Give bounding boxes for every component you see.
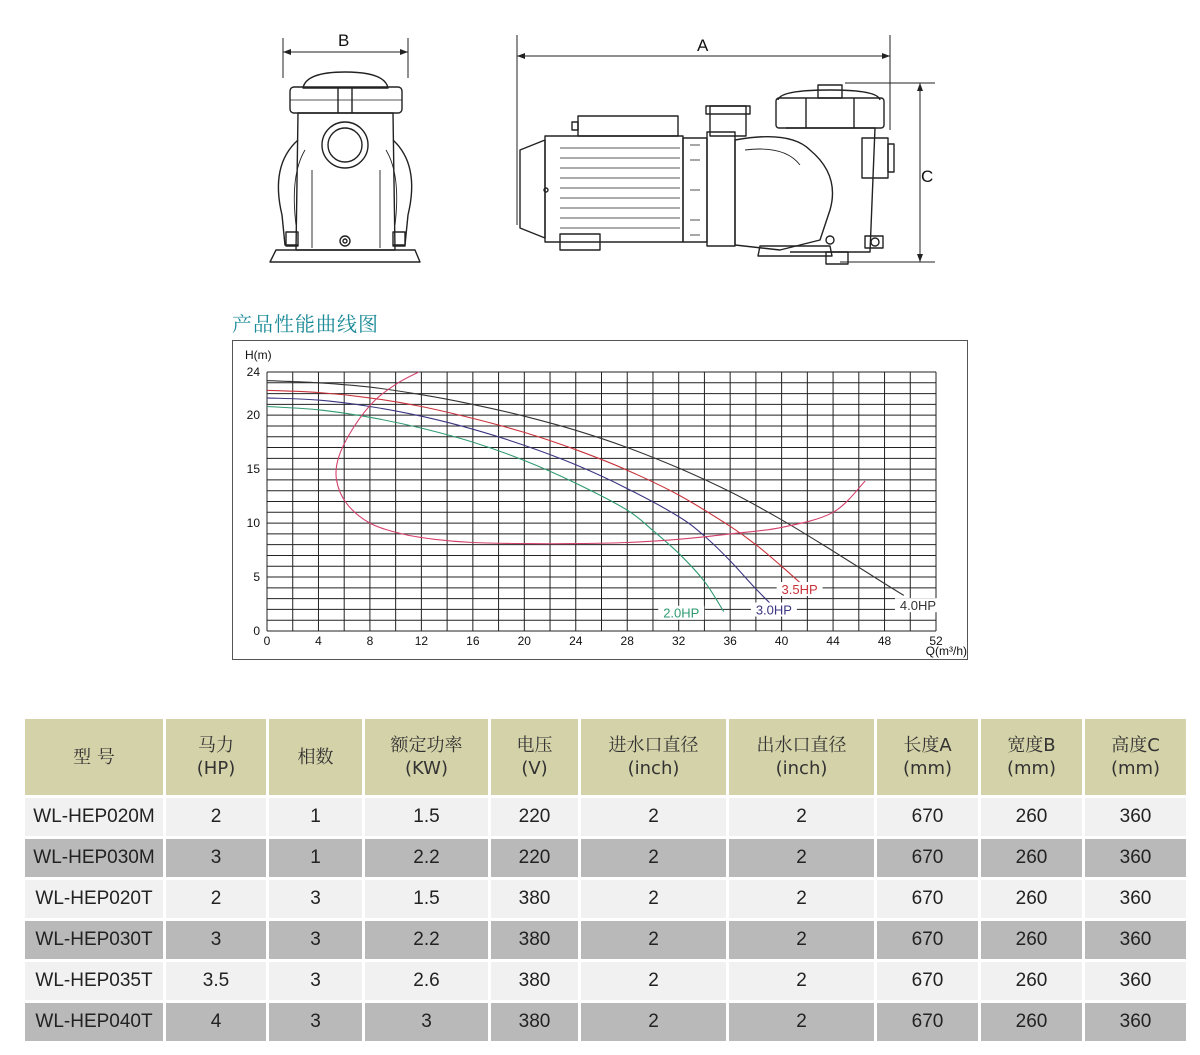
table-header-cell [166, 719, 266, 795]
table-cell: 260 [981, 962, 1082, 1000]
model-cell: WL-HEP030T [25, 921, 163, 959]
table-header-cell [269, 719, 362, 795]
table-cell: 2 [729, 921, 874, 959]
x-tick-label: 24 [569, 634, 583, 648]
header-label: 出水口直径 [756, 735, 847, 756]
x-tick-label: 0 [263, 634, 271, 648]
table-cell: 3 [166, 839, 266, 877]
header-label: 型 号 [73, 746, 115, 768]
table-header-cell [581, 719, 726, 795]
table-cell: 260 [981, 1003, 1082, 1041]
x-tick-label: 20 [517, 634, 531, 648]
table-header-cell [25, 719, 163, 795]
table-cell: 2.2 [365, 839, 488, 877]
table-cell: 670 [877, 839, 978, 877]
table-cell: 2 [581, 921, 726, 959]
table-cell: 220 [491, 798, 578, 836]
table-cell: 670 [877, 921, 978, 959]
table-cell: 1 [269, 798, 362, 836]
x-tick-label: 12 [414, 634, 429, 648]
table-cell: 2 [581, 839, 726, 877]
table-row [25, 798, 1186, 836]
y-tick-label: 24 [246, 365, 260, 379]
header-unit: (mm) [902, 758, 953, 779]
y-tick-label: 15 [246, 462, 260, 477]
table-cell: 260 [981, 880, 1082, 918]
model-cell: WL-HEP020T [25, 880, 163, 918]
header-label: 高度C [1111, 735, 1160, 756]
x-tick-label: 40 [774, 634, 789, 648]
table-cell: 1 [269, 839, 362, 877]
x-tick-label: 32 [672, 634, 686, 648]
spec-table [22, 716, 1189, 1044]
header-unit: (mm) [1110, 758, 1161, 779]
header-label: 马力 [198, 735, 234, 756]
table-cell: 3.5 [166, 962, 266, 1000]
curve-label: 4.0HP [899, 598, 937, 614]
table-header-cell [1085, 719, 1186, 795]
table-cell: 2 [729, 798, 874, 836]
header-label: 长度A [903, 735, 952, 756]
header-label: 相数 [297, 746, 334, 768]
y-tick-label: 20 [246, 408, 260, 423]
chart-title: 产品性能曲线图 [232, 312, 379, 336]
header-label: 进水口直径 [608, 735, 699, 756]
table-cell: 260 [981, 798, 1082, 836]
table-header-cell [491, 719, 578, 795]
performance-chart [232, 340, 968, 660]
table-cell: 3 [365, 1003, 488, 1041]
table-cell: 260 [981, 921, 1082, 959]
curve-label: 2.0HP [663, 605, 700, 621]
table-cell: 4 [166, 1003, 266, 1041]
table-cell: 3 [269, 1003, 362, 1041]
table-cell: 2 [729, 1003, 874, 1041]
table-cell: 2 [729, 839, 874, 877]
table-cell: 360 [1085, 839, 1186, 877]
dim-c-label: C [921, 167, 934, 186]
model-cell: WL-HEP030M [25, 839, 163, 877]
table-cell: 3 [269, 921, 362, 959]
table-cell: 3 [166, 921, 266, 959]
table-cell: 2 [729, 962, 874, 1000]
table-header-cell [877, 719, 978, 795]
table-cell: 670 [877, 798, 978, 836]
header-label: 额定功率 [390, 735, 463, 756]
table-cell: 3 [269, 962, 362, 1000]
model-cell: WL-HEP040T [25, 1003, 163, 1041]
header-label: 宽度B [1007, 735, 1056, 756]
y-tick-label: 5 [253, 570, 260, 585]
table-header-row [25, 719, 1186, 795]
table-cell: 220 [491, 839, 578, 877]
table-header-cell [981, 719, 1082, 795]
table-header-cell [729, 719, 874, 795]
y-tick-label: 0 [253, 624, 260, 638]
table-cell: 380 [491, 880, 578, 918]
table-cell: 670 [877, 880, 978, 918]
header-unit: (KW) [404, 758, 448, 779]
table-cell: 670 [877, 962, 978, 1000]
side-view-drawing [517, 35, 935, 264]
table-cell: 2 [581, 798, 726, 836]
dim-a-label: A [697, 36, 709, 55]
header-unit: (HP) [196, 758, 236, 779]
header-unit: (V) [521, 758, 548, 779]
table-cell: 1.5 [365, 880, 488, 918]
table-cell: 260 [981, 839, 1082, 877]
header-unit: (inch) [775, 758, 828, 779]
x-tick-label: 28 [620, 634, 634, 648]
table-row [25, 839, 1186, 877]
table-cell: 360 [1085, 921, 1186, 959]
curve-label: 3.0HP [755, 602, 792, 618]
table-header-cell [365, 719, 488, 795]
table-cell: 670 [877, 1003, 978, 1041]
table-cell: 2 [581, 962, 726, 1000]
table-cell: 2 [166, 880, 266, 918]
model-cell: WL-HEP035T [25, 962, 163, 1000]
pump-drawings [0, 0, 1200, 300]
table-cell: 3 [269, 880, 362, 918]
table-cell: 2 [729, 880, 874, 918]
performance-chart-svg [233, 341, 969, 661]
front-view-drawing [270, 38, 420, 262]
x-tick-label: 4 [315, 634, 322, 648]
x-tick-label: 52 [929, 634, 943, 648]
curve-label: 3.5HP [781, 581, 818, 597]
x-axis-label: Q(m³/h) [925, 644, 967, 658]
model-cell: WL-HEP020M [25, 798, 163, 836]
table-cell: 1.5 [365, 798, 488, 836]
y-tick-label: 10 [246, 516, 260, 531]
x-tick-label: 36 [723, 634, 737, 648]
header-unit: (inch) [627, 758, 680, 779]
y-axis-label: H(m) [245, 348, 272, 362]
table-row [25, 921, 1186, 959]
x-tick-label: 8 [366, 634, 374, 648]
table-row [25, 962, 1186, 1000]
table-row [25, 1003, 1186, 1041]
table-cell: 2 [581, 880, 726, 918]
table-cell: 360 [1085, 962, 1186, 1000]
x-tick-label: 44 [826, 634, 840, 648]
table-row [25, 880, 1186, 918]
table-cell: 380 [491, 1003, 578, 1041]
table-body [25, 798, 1186, 1041]
table-cell: 360 [1085, 798, 1186, 836]
table-cell: 380 [491, 962, 578, 1000]
x-tick-label: 16 [466, 634, 480, 648]
table-cell: 2 [581, 1003, 726, 1041]
table-cell: 360 [1085, 1003, 1186, 1041]
table-cell: 360 [1085, 880, 1186, 918]
header-label: 电压 [516, 735, 553, 756]
table-cell: 2.6 [365, 962, 488, 1000]
series-line-2-0hp [267, 407, 724, 612]
x-tick-label: 48 [877, 634, 892, 648]
table-cell: 380 [491, 921, 578, 959]
dim-b-label: B [338, 31, 350, 50]
table-cell: 2 [166, 798, 266, 836]
table-cell: 2.2 [365, 921, 488, 959]
header-unit: (mm) [1006, 758, 1057, 779]
